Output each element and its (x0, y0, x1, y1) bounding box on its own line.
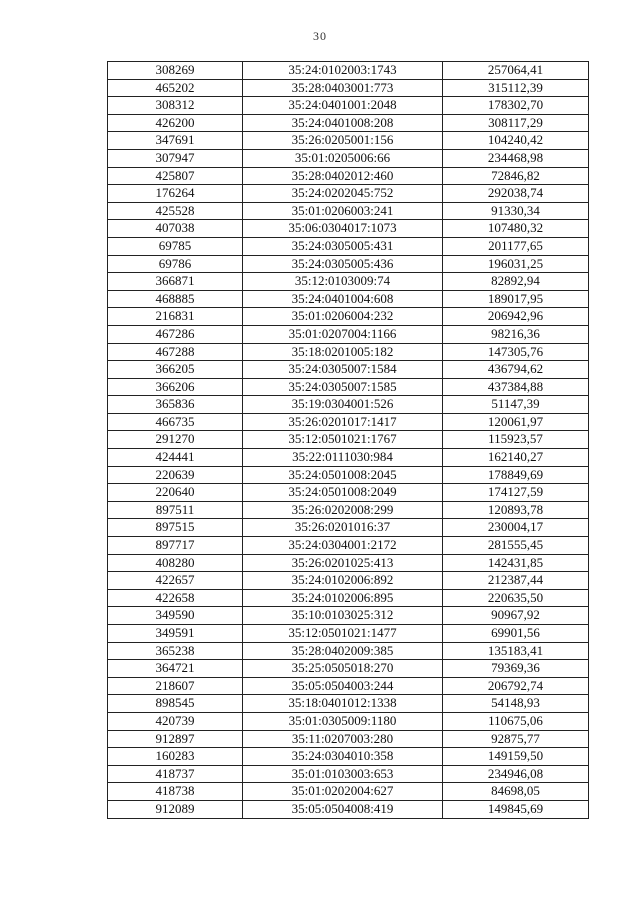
amount-cell: 107480,32 (443, 220, 589, 238)
cadastral-number-cell: 35:01:0207004:1166 (243, 325, 443, 343)
table-row (108, 273, 589, 291)
table-row (108, 132, 589, 150)
cadastral-number-cell: 35:01:0305009:1180 (243, 712, 443, 730)
table-row (108, 361, 589, 379)
cadastral-number-cell: 35:01:0206004:232 (243, 308, 443, 326)
amount-cell: 281555,45 (443, 537, 589, 555)
cadastral-number-cell: 35:26:0201016:37 (243, 519, 443, 537)
amount-cell: 234468,98 (443, 149, 589, 167)
id-cell: 366206 (108, 378, 243, 396)
id-cell: 218607 (108, 677, 243, 695)
id-cell: 176264 (108, 185, 243, 203)
id-cell: 349591 (108, 625, 243, 643)
table-row (108, 167, 589, 185)
cadastral-number-cell: 35:10:0103025:312 (243, 607, 443, 625)
id-cell: 308269 (108, 62, 243, 80)
cadastral-number-cell: 35:24:0501008:2049 (243, 484, 443, 502)
id-cell: 467286 (108, 325, 243, 343)
cadastral-number-cell: 35:01:0103003:653 (243, 765, 443, 783)
cadastral-number-cell: 35:24:0305007:1584 (243, 361, 443, 379)
amount-cell: 82892,94 (443, 273, 589, 291)
amount-cell: 120061,97 (443, 413, 589, 431)
amount-cell: 178849,69 (443, 466, 589, 484)
cadastral-number-cell: 35:24:0305005:436 (243, 255, 443, 273)
table-row (108, 396, 589, 414)
table-row (108, 237, 589, 255)
id-cell: 897515 (108, 519, 243, 537)
amount-cell: 206792,74 (443, 677, 589, 695)
id-cell: 912897 (108, 730, 243, 748)
page-number: 30 (313, 29, 327, 43)
amount-cell: 79369,36 (443, 660, 589, 678)
table-row (108, 730, 589, 748)
data-table (107, 61, 589, 819)
table-row (108, 607, 589, 625)
id-cell: 365238 (108, 642, 243, 660)
amount-cell: 51147,39 (443, 396, 589, 414)
cadastral-number-cell: 35:12:0501021:1767 (243, 431, 443, 449)
table-row (108, 378, 589, 396)
id-cell: 466735 (108, 413, 243, 431)
id-cell: 468885 (108, 290, 243, 308)
id-cell: 366205 (108, 361, 243, 379)
cadastral-number-cell: 35:26:0205001:156 (243, 132, 443, 150)
amount-cell: 147305,76 (443, 343, 589, 361)
amount-cell: 178302,70 (443, 97, 589, 115)
cadastral-number-cell: 35:24:0401008:208 (243, 114, 443, 132)
cadastral-number-cell: 35:18:0201005:182 (243, 343, 443, 361)
cadastral-number-cell: 35:24:0202045:752 (243, 185, 443, 203)
amount-cell: 91330,34 (443, 202, 589, 220)
amount-cell: 120893,78 (443, 501, 589, 519)
table-row (108, 712, 589, 730)
id-cell: 426200 (108, 114, 243, 132)
table-row (108, 660, 589, 678)
id-cell: 465202 (108, 79, 243, 97)
amount-cell: 104240,42 (443, 132, 589, 150)
cadastral-number-cell: 35:18:0401012:1338 (243, 695, 443, 713)
amount-cell: 149845,69 (443, 800, 589, 818)
table-row (108, 325, 589, 343)
table-row (108, 97, 589, 115)
cadastral-number-cell: 35:25:0505018:270 (243, 660, 443, 678)
table-row (108, 800, 589, 818)
table-row (108, 308, 589, 326)
amount-cell: 230004,17 (443, 519, 589, 537)
id-cell: 366871 (108, 273, 243, 291)
id-cell: 420739 (108, 712, 243, 730)
cadastral-number-cell: 35:24:0102006:892 (243, 572, 443, 590)
amount-cell: 206942,96 (443, 308, 589, 326)
cadastral-number-cell: 35:24:0401004:608 (243, 290, 443, 308)
amount-cell: 98216,36 (443, 325, 589, 343)
id-cell: 308312 (108, 97, 243, 115)
table-row (108, 484, 589, 502)
id-cell: 422657 (108, 572, 243, 590)
id-cell: 425528 (108, 202, 243, 220)
cadastral-number-cell: 35:22:0111030:984 (243, 449, 443, 467)
table-row (108, 554, 589, 572)
table-row (108, 519, 589, 537)
amount-cell: 162140,27 (443, 449, 589, 467)
amount-cell: 234946,08 (443, 765, 589, 783)
cadastral-number-cell: 35:01:0205006:66 (243, 149, 443, 167)
amount-cell: 196031,25 (443, 255, 589, 273)
table-row (108, 572, 589, 590)
table-row (108, 449, 589, 467)
id-cell: 69785 (108, 237, 243, 255)
amount-cell: 135183,41 (443, 642, 589, 660)
table-row (108, 642, 589, 660)
cadastral-number-cell: 35:24:0102006:895 (243, 589, 443, 607)
amount-cell: 115923,57 (443, 431, 589, 449)
id-cell: 467288 (108, 343, 243, 361)
table-row (108, 537, 589, 555)
id-cell: 291270 (108, 431, 243, 449)
cadastral-number-cell: 35:01:0206003:241 (243, 202, 443, 220)
amount-cell: 110675,06 (443, 712, 589, 730)
amount-cell: 212387,44 (443, 572, 589, 590)
id-cell: 365836 (108, 396, 243, 414)
table-row (108, 765, 589, 783)
id-cell: 407038 (108, 220, 243, 238)
amount-cell: 292038,74 (443, 185, 589, 203)
id-cell: 912089 (108, 800, 243, 818)
id-cell: 364721 (108, 660, 243, 678)
amount-cell: 84698,05 (443, 783, 589, 801)
cadastral-number-cell: 35:26:0202008:299 (243, 501, 443, 519)
cadastral-number-cell: 35:06:0304017:1073 (243, 220, 443, 238)
table-row (108, 625, 589, 643)
cadastral-number-cell: 35:05:0504003:244 (243, 677, 443, 695)
table-row (108, 290, 589, 308)
amount-cell: 54148,93 (443, 695, 589, 713)
cadastral-number-cell: 35:24:0501008:2045 (243, 466, 443, 484)
table-row (108, 114, 589, 132)
cadastral-number-cell: 35:24:0401001:2048 (243, 97, 443, 115)
table-row (108, 677, 589, 695)
id-cell: 408280 (108, 554, 243, 572)
amount-cell: 90967,92 (443, 607, 589, 625)
amount-cell: 220635,50 (443, 589, 589, 607)
cadastral-number-cell: 35:05:0504008:419 (243, 800, 443, 818)
id-cell: 418737 (108, 765, 243, 783)
amount-cell: 315112,39 (443, 79, 589, 97)
cadastral-number-cell: 35:24:0102003:1743 (243, 62, 443, 80)
table-row (108, 748, 589, 766)
id-cell: 347691 (108, 132, 243, 150)
table-row (108, 783, 589, 801)
amount-cell: 189017,95 (443, 290, 589, 308)
id-cell: 897717 (108, 537, 243, 555)
id-cell: 216831 (108, 308, 243, 326)
amount-cell: 201177,65 (443, 237, 589, 255)
amount-cell: 437384,88 (443, 378, 589, 396)
id-cell: 69786 (108, 255, 243, 273)
table-row (108, 413, 589, 431)
amount-cell: 436794,62 (443, 361, 589, 379)
cadastral-number-cell: 35:28:0403001:773 (243, 79, 443, 97)
amount-cell: 142431,85 (443, 554, 589, 572)
id-cell: 897511 (108, 501, 243, 519)
id-cell: 160283 (108, 748, 243, 766)
amount-cell: 92875,77 (443, 730, 589, 748)
amount-cell: 174127,59 (443, 484, 589, 502)
table-row (108, 431, 589, 449)
id-cell: 220639 (108, 466, 243, 484)
cadastral-number-cell: 35:24:0305007:1585 (243, 378, 443, 396)
amount-cell: 257064,41 (443, 62, 589, 80)
table-body (108, 62, 589, 819)
id-cell: 307947 (108, 149, 243, 167)
cadastral-number-cell: 35:26:0201025:413 (243, 554, 443, 572)
id-cell: 220640 (108, 484, 243, 502)
cadastral-number-cell: 35:19:0304001:526 (243, 396, 443, 414)
table-row (108, 185, 589, 203)
table-row (108, 255, 589, 273)
table-row (108, 343, 589, 361)
table-row (108, 220, 589, 238)
cadastral-number-cell: 35:28:0402012:460 (243, 167, 443, 185)
cadastral-number-cell: 35:12:0501021:1477 (243, 625, 443, 643)
table-row (108, 466, 589, 484)
cadastral-number-cell: 35:11:0207003:280 (243, 730, 443, 748)
table-row (108, 501, 589, 519)
amount-cell: 69901,56 (443, 625, 589, 643)
id-cell: 424441 (108, 449, 243, 467)
table-row (108, 202, 589, 220)
cadastral-number-cell: 35:01:0202004:627 (243, 783, 443, 801)
amount-cell: 149159,50 (443, 748, 589, 766)
id-cell: 425807 (108, 167, 243, 185)
table-row (108, 62, 589, 80)
table-row (108, 589, 589, 607)
id-cell: 898545 (108, 695, 243, 713)
cadastral-number-cell: 35:26:0201017:1417 (243, 413, 443, 431)
amount-cell: 72846,82 (443, 167, 589, 185)
table-row (108, 79, 589, 97)
table-row (108, 149, 589, 167)
id-cell: 422658 (108, 589, 243, 607)
table-row (108, 695, 589, 713)
cadastral-number-cell: 35:24:0304010:358 (243, 748, 443, 766)
cadastral-number-cell: 35:12:0103009:74 (243, 273, 443, 291)
amount-cell: 308117,29 (443, 114, 589, 132)
id-cell: 349590 (108, 607, 243, 625)
cadastral-number-cell: 35:24:0304001:2172 (243, 537, 443, 555)
cadastral-number-cell: 35:24:0305005:431 (243, 237, 443, 255)
cadastral-number-cell: 35:28:0402009:385 (243, 642, 443, 660)
id-cell: 418738 (108, 783, 243, 801)
